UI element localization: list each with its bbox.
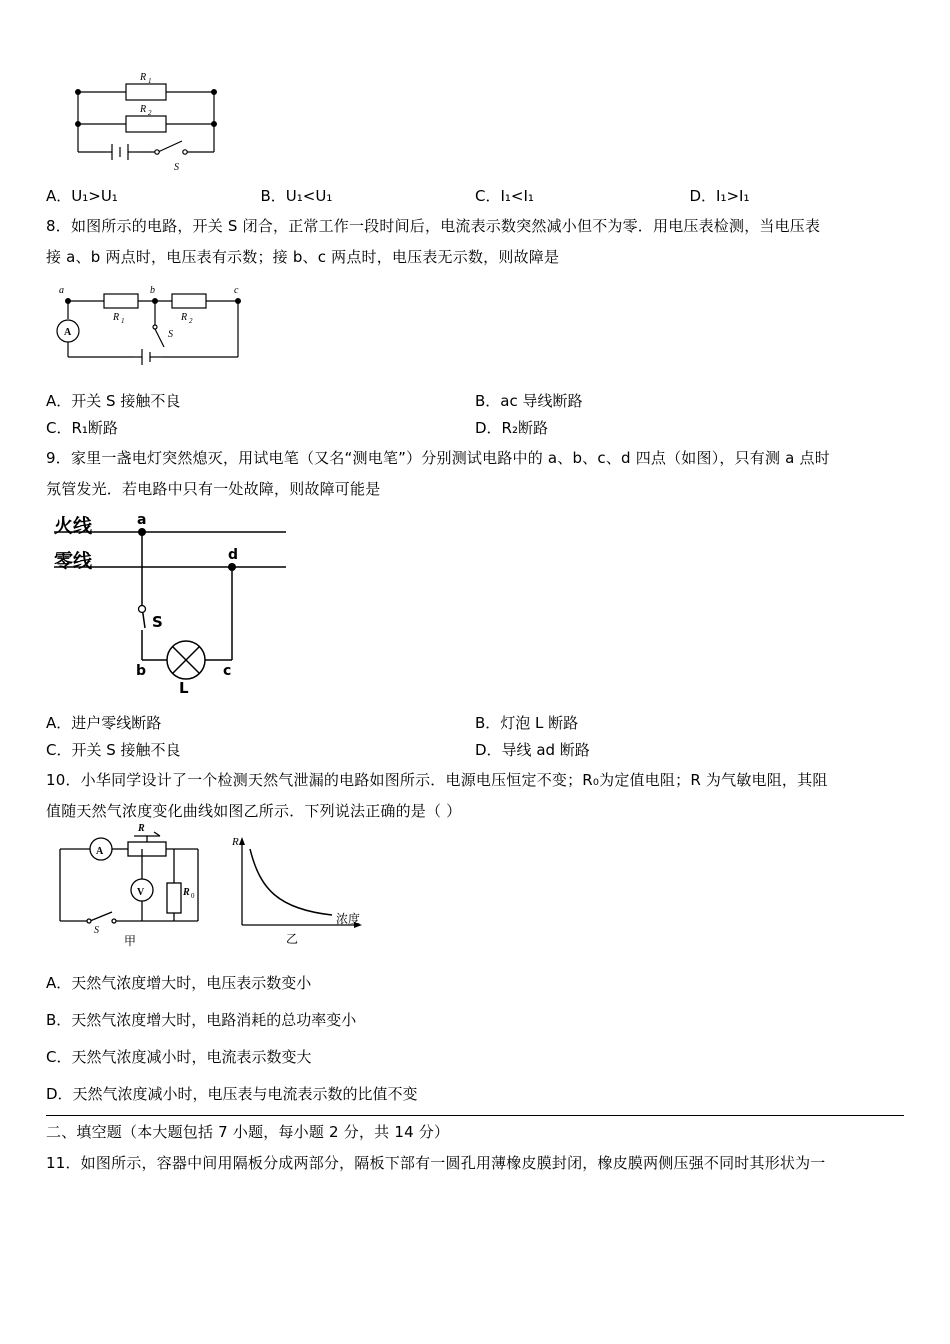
q8-text-line1: 8．如图所示的电路，开关 S 闭合，正常工作一段时间后，电流表示数突然减小但不为零．用电压表检测，当电压表 [46, 217, 821, 235]
q9-label-live: 火线 [54, 515, 93, 537]
q9-label-d: d [228, 547, 239, 563]
svg-text:0: 0 [191, 891, 195, 900]
q9-label-c: c [223, 663, 232, 679]
q9-option-c[interactable]: C．开关 S 接触不良 [46, 741, 181, 759]
q7-circuit-svg [46, 34, 246, 174]
q9-option-b[interactable]: B．灯泡 L 断路 [475, 714, 579, 732]
q10-graph-ylabel: R [232, 835, 239, 848]
q10-text-line1: 10．小华同学设计了一个检测天然气泄漏的电路如图所示．电源电压恒定不变；R₀为定值电阻；R 为气敏电阻，其阻 [46, 771, 828, 789]
q7-label-r2: R [140, 104, 147, 115]
q7-label-r1: R [140, 72, 147, 83]
q8-label-a: a [59, 284, 64, 296]
q7-circuit-figure [46, 34, 904, 179]
q7-option-d[interactable]: D．I₁>I₁ [689, 187, 750, 205]
q10-option-c-row [46, 1041, 904, 1072]
q10-figure [46, 822, 904, 953]
q8-option-c[interactable]: C．R₁断路 [46, 418, 118, 437]
svg-text:1: 1 [148, 77, 152, 85]
section2-heading: 二、填空题（本大题包括 7 小题，每小题 2 分，共 14 分） [46, 1122, 450, 1141]
q9-circuit-figure [46, 510, 904, 697]
q10-label-yi: 乙 [286, 931, 299, 946]
q8-label-r1: R [113, 311, 120, 323]
q10-option-a[interactable]: A．天然气浓度增大时，电压表示数变小 [46, 973, 312, 992]
q7-options [46, 185, 904, 206]
q8-options-row2 [46, 417, 904, 438]
q7-option-c[interactable]: C．I₁<I₁ [475, 187, 534, 205]
q9-label-b: b [136, 663, 147, 679]
q10-option-a-row [46, 967, 904, 998]
q10-text-line2: 值随天然气浓度变化曲线如图乙所示．下列说法正确的是（ ） [46, 802, 462, 821]
q9-text-line1: 9．家里一盏电灯突然熄灭，用试电笔（又名“测电笔”）分别测试电路中的 a、b、c、d 四点（如图），只有测 a 点时 [46, 448, 830, 467]
q9-label-a: a [137, 512, 147, 528]
q7-label-s: S [174, 162, 179, 173]
q10-options [46, 967, 904, 1109]
q8-option-a[interactable]: A．开关 S 接触不良 [46, 391, 181, 410]
q10-option-b-row [46, 1004, 904, 1035]
q7-option-a[interactable]: A．U₁>U₁ [46, 187, 118, 205]
q9-option-a[interactable]: A．进户零线断路 [46, 714, 162, 732]
q8-circuit-figure [46, 279, 904, 384]
q10-label-r: R [138, 822, 145, 834]
q10-graph-xlabel: 浓度 [336, 911, 361, 926]
q9-label-l: L [179, 679, 189, 697]
svg-text:2: 2 [148, 109, 152, 117]
q10-option-c[interactable]: C．天然气浓度减小时，电流表示数变大 [46, 1047, 312, 1066]
q8-circuit-svg [46, 279, 266, 379]
q9-label-neutral: 零线 [54, 550, 93, 572]
q9-circuit-svg [46, 510, 326, 697]
q7-option-b[interactable]: B．U₁<U₁ [260, 187, 333, 205]
q9-options-row2 [46, 739, 904, 760]
q8-label-c: c [234, 284, 239, 296]
q8-text-line2: 接 a、b 两点时，电压表有示数；接 b、c 两点时，电压表无示数，则故障是 [46, 248, 560, 267]
q10-label-ammeter: A [96, 845, 104, 857]
q8-option-b[interactable]: B．ac 导线断路 [475, 391, 583, 410]
q10-label-r0: R [183, 886, 190, 898]
q10-circuit-svg [46, 822, 386, 948]
q10-label-s: S [94, 924, 99, 936]
q8-label-b: b [150, 284, 155, 296]
q11-text-line1: 11．如图所示，容器中间用隔板分成两部分，隔板下部有一圆孔用薄橡皮膜封闭，橡皮膜两侧压强不同时其形状为一 [46, 1153, 826, 1172]
svg-text:2: 2 [189, 316, 193, 325]
q8-label-ammeter: A [64, 326, 72, 338]
q10-label-jia: 甲 [124, 933, 137, 948]
q9-option-d[interactable]: D．导线 ad 断路 [475, 741, 590, 759]
q8-label-r2: R [181, 311, 188, 323]
svg-text:1: 1 [121, 316, 125, 325]
q10-option-b[interactable]: B．天然气浓度增大时，电路消耗的总功率变小 [46, 1010, 357, 1029]
page-content [46, 28, 904, 1180]
q8-option-d[interactable]: D．R₂断路 [475, 418, 548, 437]
q10-option-d[interactable]: D．天然气浓度减小时，电压表与电流表示数的比值不变 [46, 1084, 418, 1103]
q9-options-row1 [46, 712, 904, 733]
q10-option-d-row [46, 1078, 904, 1109]
q9-label-s: S [152, 613, 163, 631]
section-divider [46, 1115, 904, 1116]
q9-text-line2: 氖管发光．若电路中只有一处故障，则故障可能是 [46, 479, 381, 498]
q10-label-voltmeter: V [137, 886, 145, 898]
q8-label-s: S [168, 328, 173, 340]
q8-options-row1 [46, 390, 904, 411]
